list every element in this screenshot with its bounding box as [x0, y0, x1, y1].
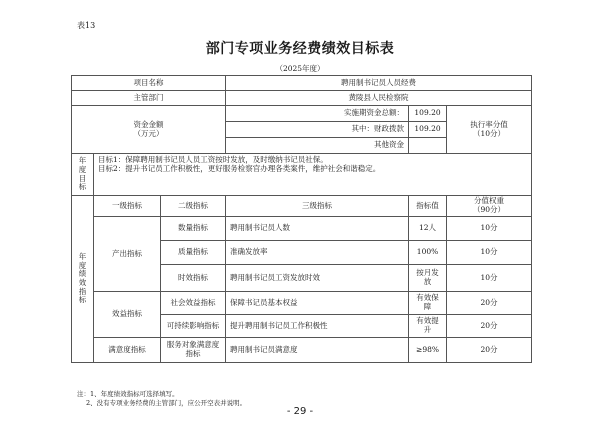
- page-title: 部门专项业务经费绩效目标表: [205, 41, 395, 57]
- benefit-level1: 效益指标: [94, 292, 161, 338]
- weight-cell: 20分: [447, 338, 532, 363]
- header-level2: 二级指标: [161, 196, 226, 217]
- level3-cell: 聘用制书记员工资发放时效: [226, 265, 409, 292]
- page-number: - 29 -: [286, 406, 314, 417]
- level2-cell: 可持续影响指标: [161, 315, 226, 338]
- funds-other-label: 其他资金: [226, 138, 409, 154]
- footnote: 2、没有专项业务经费的主管部门，应公开空表并说明。: [86, 399, 247, 407]
- funds-label: 资金金额 （万元）: [72, 106, 226, 154]
- value-cell: 100%: [409, 241, 447, 265]
- value-cell: 有效保 障: [409, 292, 447, 315]
- value-cell: 有效提 升: [409, 315, 447, 338]
- weight-cell: 20分: [447, 315, 532, 338]
- level2-cell: 服务对象满意度 指标: [161, 338, 226, 363]
- weight-cell: 10分: [447, 265, 532, 292]
- indicator-section-label: 年 度 绩 效 指 标: [72, 196, 94, 363]
- header-level3: 三级指标: [226, 196, 409, 217]
- project-row: [72, 76, 532, 91]
- value-cell: ≥98%: [409, 338, 447, 363]
- table-tag: 表13: [77, 21, 96, 30]
- level3-cell: 聘用制书记员人数: [226, 217, 409, 241]
- annual-goal-line: 目标1：保障聘用制书记员人员工资按时发放，及时缴纳书记员社保。: [98, 155, 328, 164]
- annual-goal-line: 目标2：提升书记员工作积极性，更好服务检察官办理各类案件，维护社会和谐稳定。: [98, 163, 381, 173]
- level2-cell: 时效指标: [161, 265, 226, 292]
- level2-cell: 社会效益指标: [161, 292, 226, 315]
- annual-goal-label: 年 度 目 标: [72, 154, 94, 196]
- weight-cell: 10分: [447, 241, 532, 265]
- annual-goal-row: [72, 154, 532, 196]
- department-value: 黄陵县人民检察院: [226, 91, 532, 106]
- footnote: 注：1、年度绩效指标可选择填写。: [77, 390, 179, 398]
- header-value: 指标值: [409, 196, 447, 217]
- indicator-header-row: [72, 196, 532, 217]
- department-label: 主管部门: [72, 91, 226, 106]
- funds-fiscal-label: 其中：财政拨款: [226, 122, 409, 138]
- department-row: [72, 91, 532, 106]
- execution-rate-score: 执行率分值 （10分）: [447, 106, 532, 154]
- project-value: 聘用制书记员人员经费: [226, 76, 532, 91]
- header-weight: 分值权重 （90分）: [447, 196, 532, 217]
- funds-total-value: 109.20: [409, 106, 447, 122]
- satisfaction-level1: 满意度指标: [94, 338, 161, 363]
- level2-cell: 质量指标: [161, 241, 226, 265]
- performance-goal-table: [71, 75, 532, 363]
- funds-total-label: 实施期资金总额：: [226, 106, 409, 122]
- value-cell: 按月发 放: [409, 265, 447, 292]
- funds-fiscal-value: 109.20: [409, 122, 447, 138]
- level3-cell: 保障书记员基本权益: [226, 292, 409, 315]
- level3-cell: 提升聘用制书记员工作积极性: [226, 315, 409, 338]
- year-label: （2025年度）: [275, 64, 325, 73]
- value-cell: 12人: [409, 217, 447, 241]
- funds-other-value: [409, 138, 447, 154]
- level3-cell: 聘用制书记员满意度: [226, 338, 409, 363]
- table-row: [72, 292, 532, 315]
- weight-cell: 20分: [447, 292, 532, 315]
- table-row: [72, 338, 532, 363]
- output-level1: 产出指标: [94, 217, 161, 292]
- funds-row-total: [72, 106, 532, 122]
- weight-cell: 10分: [447, 217, 532, 241]
- project-label: 项目名称: [72, 76, 226, 91]
- level3-cell: 准确发放率: [226, 241, 409, 265]
- annual-goal-text: [94, 154, 532, 196]
- header-level1: 一级指标: [94, 196, 161, 217]
- level2-cell: 数量指标: [161, 217, 226, 241]
- table-row: [72, 217, 532, 241]
